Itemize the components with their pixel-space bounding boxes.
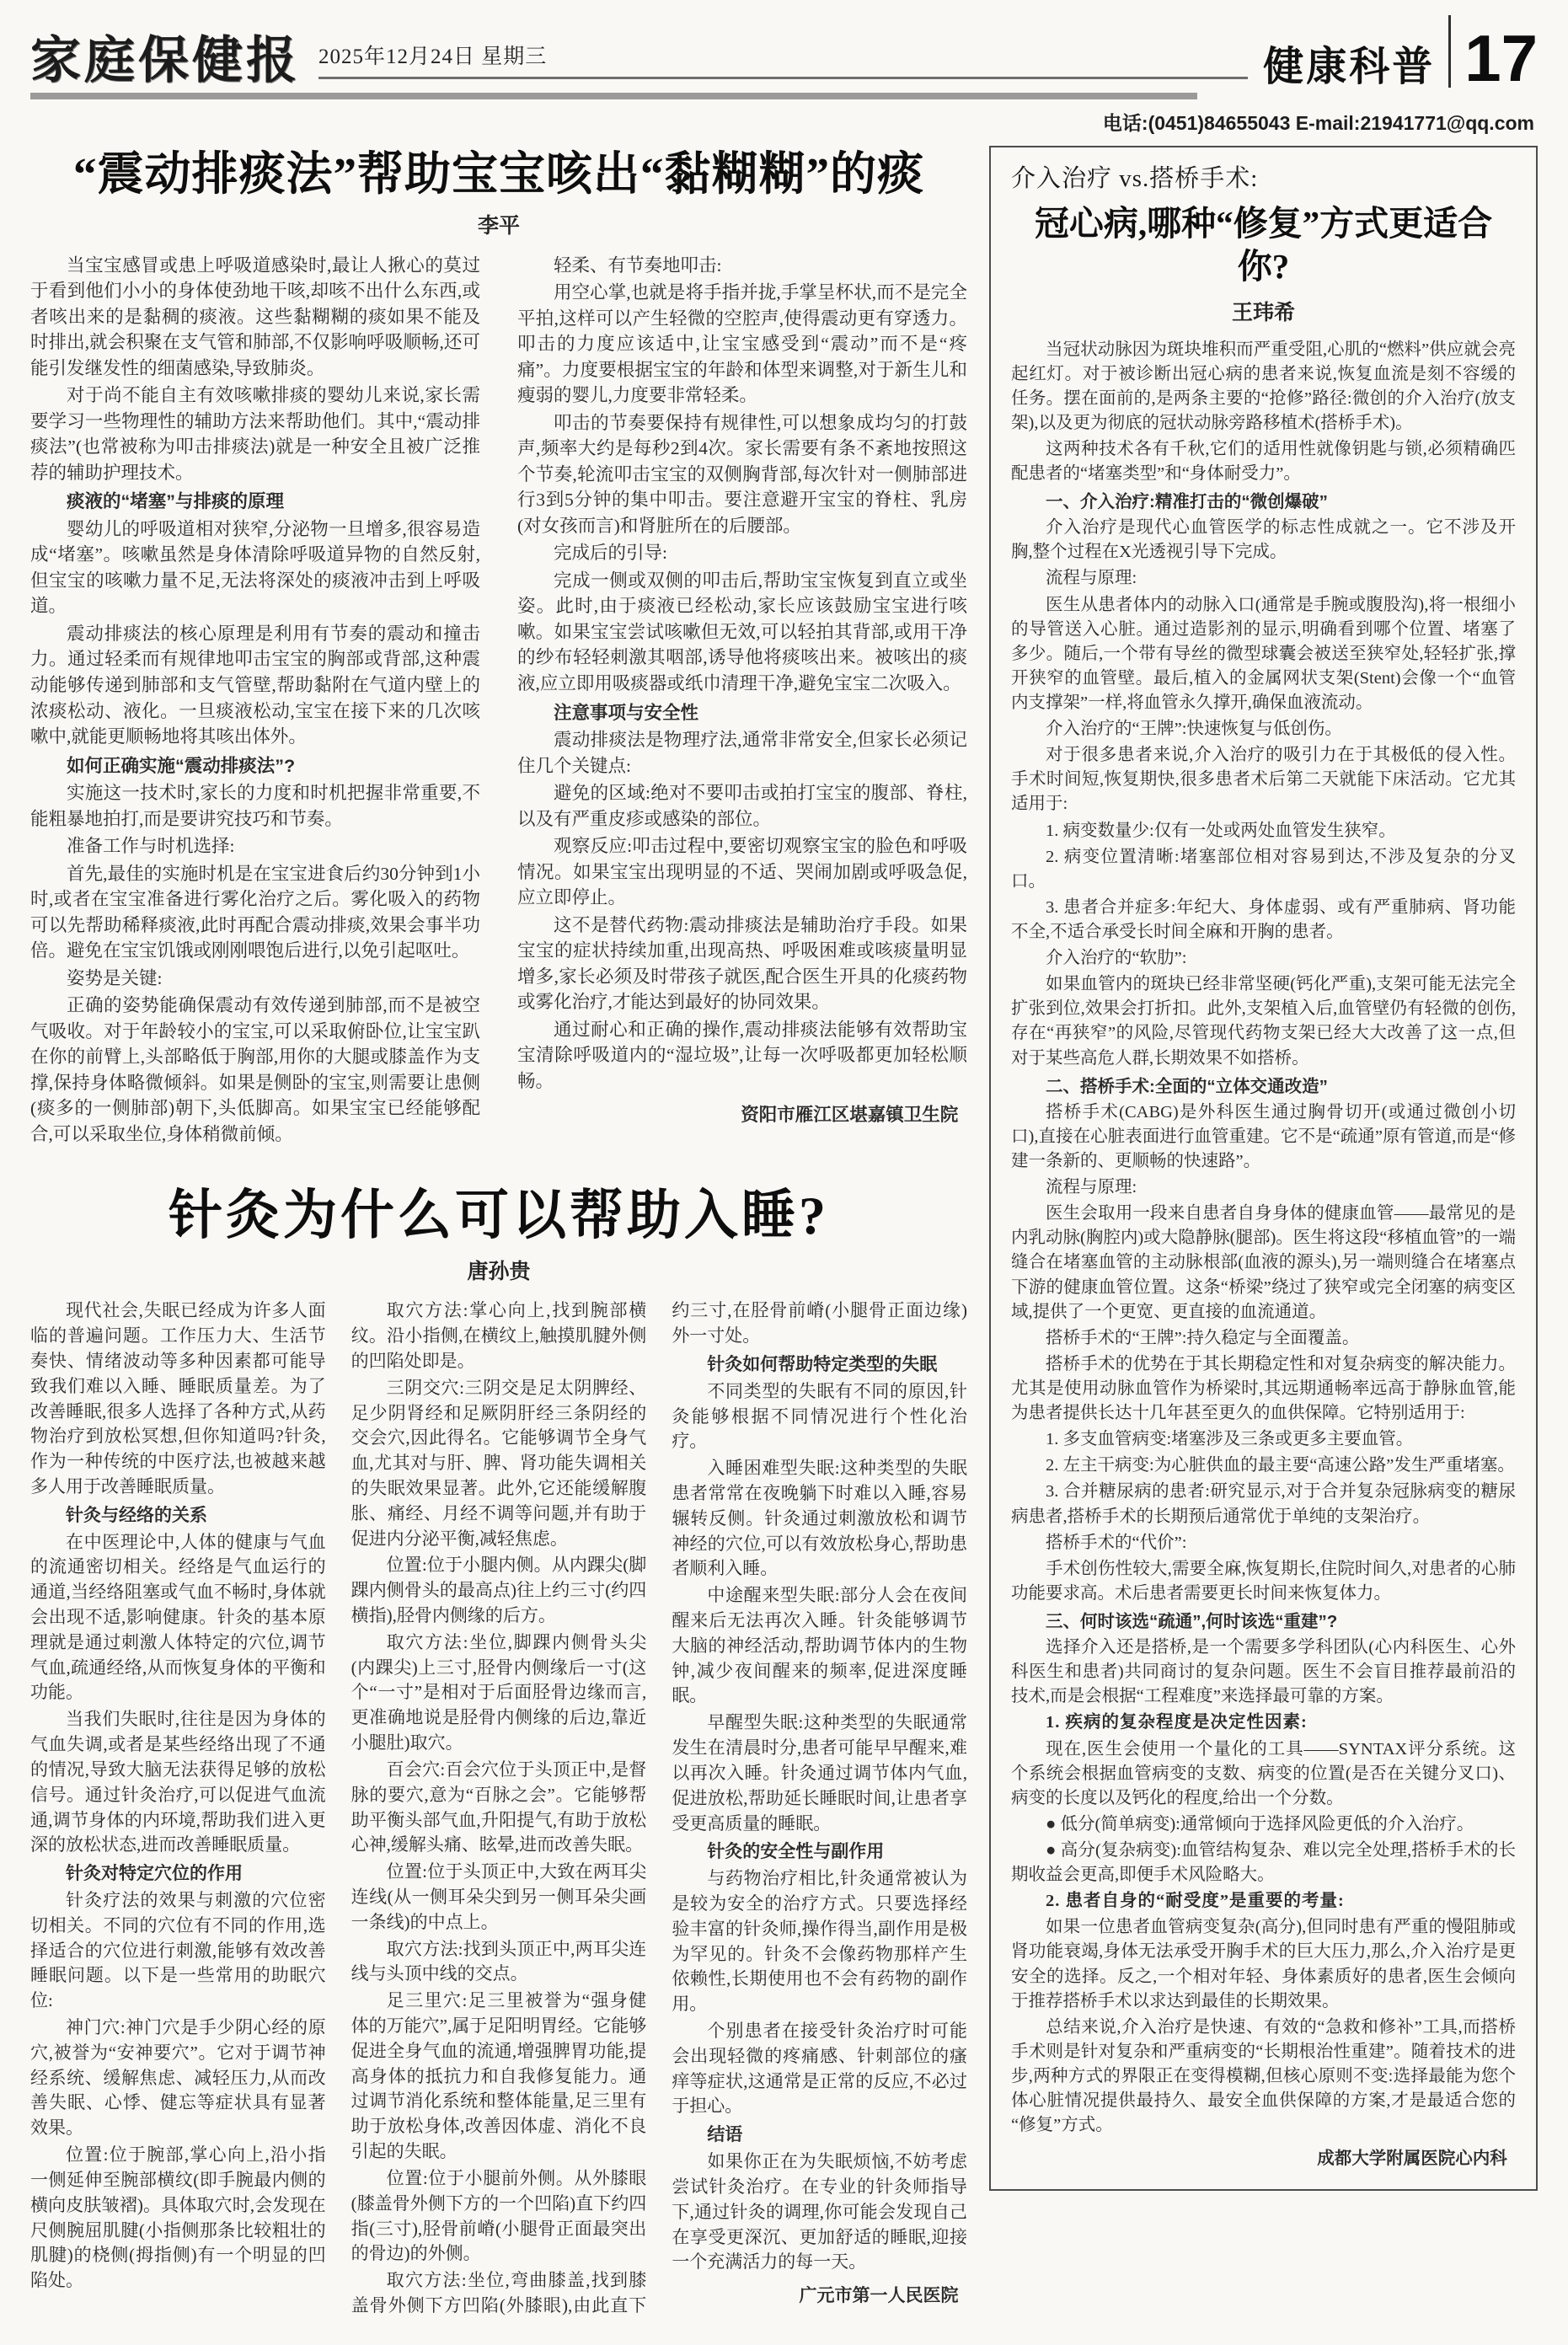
contact-line: 电话:(0451)84655043 E-mail:21941771@qq.com (1102, 112, 1534, 134)
cabg-vs-pci-paragraph: 介入治疗的“软肋”: (1046, 949, 1187, 968)
article-1-body (30, 253, 967, 1148)
acupuncture-sleep-signature: 广元市第一人民医院 (799, 2286, 959, 2306)
cabg-vs-pci-paragraph: 手术创伤性较大,需要全麻,恢复期长,住院时间久,对患者的心肺功能要求高。术后患者需要更长时间来恢复体力。 (1011, 1559, 1516, 1603)
header-divider (1448, 15, 1451, 88)
cabg-vs-pci-signature: 成都大学附属医院心内科 (1317, 2149, 1507, 2169)
vibration-expectoration-paragraph: 用空心掌,也就是将手指并拢,手掌呈杯状,而不是完全平拍,这样可以产生轻微的空腔声,使得震动更有穿透力。叩击的力度应该适中,让宝宝感受到“震动”而不是“疼痛”。力度要根据宝宝的年龄和体型来调整,对于新生儿和瘦弱的婴儿,力度要非常轻柔。 (517, 282, 967, 406)
cabg-vs-pci-paragraph: 3. 患者合并症多:年纪大、身体虚弱、或有严重肺病、肾功能不全,不适合承受长时间全麻和开胸的患者。 (1011, 897, 1516, 942)
cabg-vs-pci-paragraph: 如果血管内的斑块已经非常坚硬(钙化严重),支架可能无法完全扩张到位,效果会打折扣。此外,支架植入后,血管壁仍有轻微的创伤,存在“再狭窄”的风险,尽管现代药物支架已经大大改善了这一点,但对于某些高危人群,长期效果不如搭桥。 (1011, 975, 1516, 1068)
article-3-author: 王玮希 (1231, 301, 1295, 324)
issue-date: 2025年12月24日 星期三 (318, 46, 548, 68)
vibration-expectoration-section-heading: 痰液的“堵塞”与排痰的原理 (67, 491, 285, 512)
acupuncture-sleep-paragraph: 取穴方法:掌心向上,找到腕部横纹。沿小指侧,在横纹上,触摸肌腱外侧的凹陷处即是。 (351, 1300, 647, 1371)
cabg-vs-pci-sub-heading: 2. 患者自身的“耐受度”是重要的考量: (1046, 1892, 1345, 1911)
article-2-headline: 针灸为什么可以帮助入睡? (169, 1186, 829, 1246)
cabg-vs-pci-paragraph: 流程与原理: (1046, 1178, 1137, 1197)
cabg-vs-pci-paragraph: 对于很多患者来说,介入治疗的吸引力在于其极低的侵入性。手术时间短,恢复期快,很多患者术后第二天就能下床活动。它尤其适用于: (1011, 746, 1516, 814)
cabg-vs-pci-paragraph: 搭桥手术的优势在于其长期稳定性和对复杂病变的解决能力。尤其是使用动脉血管作为桥梁时,其远期通畅率远高于静脉血管,能为患者提供长达十几年甚至更久的血供保障。它特别适用于: (1011, 1354, 1516, 1423)
vibration-expectoration-paragraph: 婴幼儿的呼吸道相对狭窄,分泌物一旦增多,很容易造成“堵塞”。咳嗽虽然是身体清除呼吸道异物的自然反射,但宝宝的咳嗽力量不足,无法将深处的痰液冲击到上呼吸道。 (30, 518, 480, 617)
cabg-vs-pci-paragraph: ● 高分(复杂病变):血管结构复杂、难以完全处理,搭桥手术的长期收益会更高,即便手术风险略大。 (1011, 1840, 1516, 1885)
acupuncture-sleep-paragraph: 现代社会,失眠已经成为许多人面临的普遍问题。工作压力大、生活节奏快、情绪波动等多种因素都可能导致我们难以入睡、睡眠质量差。为了改善睡眠,很多人选择了各种方式,从药物治疗到放松冥想,但你知道吗?针灸,作为一种传统的中医疗法,也被越来越多人用于改善睡眠质量。 (30, 1300, 326, 1496)
vibration-expectoration-paragraph: 避免的区域:绝对不要叩击或拍打宝宝的腹部、脊柱,以及有严重皮疹或感染的部位。 (517, 783, 967, 829)
acupuncture-sleep-paragraph: 位置:位于小腿内侧。从内踝尖(脚踝内侧骨头的最高点)往上约三寸(约四横指),胫骨内侧缘的后方。 (351, 1555, 647, 1626)
vibration-expectoration-paragraph: 准备工作与时机选择: (67, 836, 235, 857)
cabg-vs-pci-section-heading: 二、搭桥手术:全面的“立体交通改造” (1046, 1076, 1328, 1096)
cabg-vs-pci-paragraph: 3. 合并糖尿病的患者:研究显示,对于合并复杂冠脉病变的糖尿病患者,搭桥手术的长期预后通常优于单纯的支架治疗。 (1011, 1482, 1516, 1526)
section-title: 健康科普 (1263, 45, 1436, 89)
masthead-row (30, 15, 1538, 95)
page-header (30, 15, 1538, 136)
vibration-expectoration-signature: 资阳市雁江区堪嘉镇卫生院 (741, 1105, 959, 1126)
cabg-vs-pci-paragraph: 1. 多支血管病变:堵塞涉及三条或更多主要血管。 (1046, 1430, 1414, 1449)
vibration-expectoration-paragraph: 这不是替代药物:震动排痰法是辅助治疗手段。如果宝宝的症状持续加重,出现高热、呼吸困难或咳痰量明显增多,家长必须及时带孩子就医,配合医生开具的化痰药物或雾化治疗,才能达到最好的协同效果。 (517, 914, 967, 1013)
article-3-body (1011, 338, 1516, 2171)
article-cabg-box (989, 146, 1538, 2191)
vibration-expectoration-paragraph: 轻柔、有节奏地叩击: (554, 254, 722, 276)
acupuncture-sleep-section-heading: 结语 (707, 2125, 743, 2145)
acupuncture-sleep-paragraph: 位置:位于头顶正中,大致在两耳尖连线(从一侧耳朵尖到另一侧耳朵尖画一条线)的中点上。 (351, 1861, 647, 1932)
vibration-expectoration-paragraph: 对于尚不能自主有效咳嗽排痰的婴幼儿来说,家长需要学习一些物理性的辅助方法来帮助他们。其中,“震动排痰法”(也常被称为叩击排痰法)就是一种安全且被广泛推荐的辅助护理技术。 (30, 385, 480, 483)
acupuncture-sleep-section-heading: 针灸如何帮助特定类型的失眠 (707, 1354, 938, 1374)
cabg-vs-pci-paragraph: 流程与原理: (1046, 569, 1137, 588)
cabg-vs-pci-paragraph: 2. 病变位置清晰:堵塞部位相对容易到达,不涉及复杂的分叉口。 (1011, 847, 1516, 891)
cabg-vs-pci-paragraph: 搭桥手术的“王牌”:持久稳定与全面覆盖。 (1046, 1328, 1360, 1347)
article-2-body (30, 1298, 967, 2319)
acupuncture-sleep-paragraph: 在中医理论中,人体的健康与气血的流通密切相关。经络是气血运行的通道,当经络阻塞或气血不畅时,身体就会出现不适,影响健康。针灸的基本原理就是通过刺激人体特定的穴位,调节气血,疏通经络,从而恢复身体的平衡和功能。 (30, 1531, 326, 1703)
article-3-headline: 冠心病,哪种“修复”方式更适合你? (1034, 204, 1493, 286)
acupuncture-sleep-paragraph: 位置:位于小腿前外侧。从外膝眼(膝盖骨外侧下方的一个凹陷)直下约四指(三寸),胫骨前嵴(小腿骨正面最突出的骨边)的外侧。 (351, 2167, 647, 2264)
date-block (318, 40, 1248, 79)
vibration-expectoration-paragraph: 震动排痰法是物理疗法,通常非常安全,但家长必须记住几个关键点: (517, 730, 967, 776)
acupuncture-sleep-paragraph: 与药物治疗相比,针灸通常被认为是较为安全的治疗方式。只要选择经验丰富的针灸师,操作得当,副作用是极为罕见的。针灸不会像药物那样产生依赖性,长期使用也不会有药物的副作用。 (672, 1868, 967, 2015)
vibration-expectoration-paragraph: 实施这一技术时,家长的力度和时机把握非常重要,不能粗暴地拍打,而是要讲究技巧和节奏。 (30, 783, 480, 829)
article-1-headline: “震动排痰法”帮助宝宝咳出“黏糊糊”的痰 (72, 148, 924, 200)
acupuncture-sleep-paragraph: 神门穴:神门穴是手少阴心经的原穴,被誉为“安神要穴”。它对于调节神经系统、缓解焦虑、减轻压力,从而改善失眠、心悸、健忘等症状具有显著效果。 (30, 2017, 326, 2139)
cabg-vs-pci-paragraph: 搭桥手术(CABG)是外科医生通过胸骨切开(或通过微创小切口),直接在心脏表面进行血管重建。它不是“疏通”原有管道,而是“修建一条新的、更顺畅的快速路”。 (1011, 1102, 1516, 1170)
article-cabg-vs-pci (1011, 159, 1516, 2171)
acupuncture-sleep-paragraph: 三阴交穴:三阴交是足太阴脾经、足少阴肾经和足厥阴肝经三条阴经的交会穴,因此得名。它能够调节全身气血,尤其对与肝、脾、肾功能失调相关的失眠效果显著。此外,它还能缓解腹胀、痛经、月经不调等问题,并有助于促进内分泌平衡,减轻焦虑。 (351, 1377, 647, 1549)
vibration-expectoration-paragraph: 完成一侧或双侧的叩击后,帮助宝宝恢复到直立或坐姿。此时,由于痰液已经松动,家长应该鼓励宝宝进行咳嗽。如果宝宝尝试咳嗽但无效,可以轻拍其背部,或用干净的纱布轻轻刺激其咽部,诱导他将痰咳出来。被咳出的痰液,应立即用吸痰器或纸巾清理干净,避免宝宝二次吸入。 (517, 570, 967, 693)
acupuncture-sleep-section-heading: 针灸对特定穴位的作用 (66, 1864, 243, 1884)
cabg-vs-pci-paragraph: 总结来说,介入治疗是快速、有效的“急救和修补”工具,而搭桥手术则是针对复杂和严重病变的“长期根治性重建”。随着技术的进步,两种方式的界限正在变得模糊,但核心原则不变:选择最能为您个体心脏情况提供最持久、最安全血供保障的方案,才是最适合您的“修复”方式。 (1011, 2017, 1516, 2135)
cabg-vs-pci-section-heading: 三、何时该选“疏通”,何时该选“重建”? (1046, 1611, 1338, 1631)
cabg-vs-pci-paragraph: 介入治疗的“王牌”:快速恢复与低创伤。 (1046, 720, 1342, 739)
vibration-expectoration-paragraph: 当宝宝感冒或患上呼吸道感染时,最让人揪心的莫过于看到他们小小的身体使劲地干咳,却咳不出什么东西,或者咳出来的是黏稠的痰液。这些黏糊糊的痰如果不能及时排出,就会积聚在支气管和肺部,不仅影响呼吸顺畅,还可能引发继发性的细菌感染,导致肺炎。 (30, 254, 480, 378)
left-column-region (30, 146, 967, 2319)
acupuncture-sleep-section-heading: 针灸与经络的关系 (66, 1505, 207, 1525)
vibration-expectoration-paragraph: 通过耐心和正确的操作,震动排痰法能够有效帮助宝宝清除呼吸道内的“湿垃圾”,让每一次呼吸都更加轻松顺畅。 (517, 1019, 967, 1091)
vibration-expectoration-paragraph: 观察反应:叩击过程中,要密切观察宝宝的脸色和呼吸情况。如果宝宝出现明显的不适、哭闹加剧或呼吸急促,应立即停止。 (517, 836, 967, 908)
acupuncture-sleep-paragraph: 位置:位于腕部,掌心向上,沿小指一侧延伸至腕部横纹(即手腕最内侧的横向皮肤皱褶)。具体取穴时,会发现在尺侧腕屈肌腱(小指侧那条比较粗壮的肌腱)的桡侧(拇指侧)有一个明显的凹陷处。 (30, 2144, 326, 2291)
article-2-author: 唐孙贵 (467, 1261, 531, 1284)
acupuncture-sleep-paragraph: 如果你正在为失眠烦恼,不妨考虑尝试针灸治疗。在专业的针灸师指导下,通过针灸的调理,你可能会发现自己在享受更深沉、更加舒适的睡眠,迎接一个充满活力的每一天。 (672, 2151, 967, 2273)
cabg-vs-pci-paragraph: 现在,医生会使用一个量化的工具——SYNTAX评分系统。这个系统会根据血管病变的支数、病变的位置(是否在关键分叉口)、病变的长度以及钙化的程度,给出一个分数。 (1011, 1739, 1516, 1807)
acupuncture-sleep-section-heading: 针灸的安全性与副作用 (707, 1842, 885, 1862)
acupuncture-sleep-paragraph: 中途醒来型失眠:部分人会在夜间醒来后无法再次入睡。针灸能够调节大脑的神经活动,帮助调节体内的生物钟,减少夜间醒来的频率,促进深度睡眠。 (672, 1585, 967, 1706)
cabg-vs-pci-paragraph: 这两种技术各有千秋,它们的适用性就像钥匙与锁,必须精确匹配患者的“堵塞类型”和“身体耐受力”。 (1011, 439, 1516, 484)
acupuncture-sleep-paragraph: 早醒型失眠:这种类型的失眠通常发生在清晨时分,患者可能早早醒来,难以再次入睡。针灸通过调节体内气血,促进放松,帮助延长睡眠时间,让患者享受更高质量的睡眠。 (672, 1712, 967, 1834)
vibration-expectoration-paragraph: 姿势是关键: (67, 967, 163, 988)
cabg-vs-pci-paragraph: 如果一位患者血管病变复杂(高分),但同时患有严重的慢阻肺或肾功能衰竭,身体无法承受开胸手术的巨大压力,那么,介入治疗是更安全的选择。反之,一个相对年轻、身体素质好的患者,医生会倾向于推荐搭桥手术以求达到最佳的长期效果。 (1011, 1918, 1516, 2010)
cabg-vs-pci-section-heading: 一、介入治疗:精准打击的“微创爆破” (1046, 492, 1328, 512)
vibration-expectoration-paragraph: 叩击的节奏要保持有规律性,可以想象成均匀的打鼓声,频率大约是每秒2到4次。家长需要有条不紊地按照这个节奏,轮流叩击宝宝的双侧胸背部,每次针对一侧肺部进行3到5分钟的集中叩击。要注意避开宝宝的脊柱、乳房(对女孩而言)和肾脏所在的后腰部。 (517, 412, 967, 536)
cabg-vs-pci-paragraph: 医生从患者体内的动脉入口(通常是手腕或腹股沟),将一根细小的导管送入心脏。通过造影剂的显示,明确看到哪个位置、堵塞了多少。随后,一个带有导丝的微型球囊会被送至狭窄处,轻轻扩张,撑开狭窄的血管壁。最后,植入的金属网状支架(Stent)会像一个“血管内支撑架”一样,将血管永久撑开,确保血液流动。 (1011, 595, 1516, 713)
cabg-vs-pci-paragraph: 介入治疗是现代心血管医学的标志性成就之一。它不涉及开胸,整个过程在X光透视引导下完成。 (1011, 518, 1516, 562)
acupuncture-sleep-paragraph: 当我们失眠时,往往是因为身体的气血失调,或者是某些经络出现了不通的情况,导致大脑无法获得足够的放松信号。通过针灸治疗,可以促进气血流通,调节身体的内环境,帮助我们进入更深的放松状态,进而改善睡眠质量。 (30, 1709, 326, 1855)
acupuncture-sleep-paragraph: 足三里穴:足三里被誉为“强身健体的万能穴”,属于足阳明胃经。它能够促进全身气血的流通,增强脾胃功能,提高身体的抵抗力和自我修复能力。通过调节消化系统和整体能量,足三里有助于放松身体,改善因体虚、消化不良引起的失眠。 (351, 1990, 647, 2162)
page-content (30, 146, 1538, 2319)
cabg-vs-pci-paragraph: 当冠状动脉因为斑块堆积而严重受阻,心肌的“燃料”供应就会亮起红灯。对于被诊断出冠心病的患者来说,恢复血流是刻不容缓的任务。摆在面前的,是两条主要的“抢修”路径:微创的介入治疗(放支架),以及更为彻底的冠状动脉旁路移植术(搭桥手术)。 (1011, 340, 1516, 432)
cabg-vs-pci-sub-heading: 1. 疾病的复杂程度是决定性因素: (1046, 1713, 1308, 1732)
acupuncture-sleep-paragraph: 不同类型的失眠有不同的原因,针灸能够根据不同情况进行个性化治疗。 (672, 1380, 967, 1452)
vibration-expectoration-paragraph: 首先,最佳的实施时机是在宝宝进食后约30分钟到1小时,或者在宝宝准备进行雾化治疗之后。雾化吸入的药物可以先帮助稀释痰液,此时再配合震动排痰,效果会事半功倍。避免在宝宝饥饿或刚刚喂饱后进行,以免引起呕吐。 (30, 863, 480, 961)
vibration-expectoration-paragraph: 完成后的引导: (554, 543, 667, 564)
acupuncture-sleep-paragraph: 入睡困难型失眠:这种类型的失眠患者常常在夜晚躺下时难以入睡,容易辗转反侧。针灸通过刺激放松和调节神经的穴位,可以有效放松身心,帮助患者顺利入睡。 (672, 1458, 967, 1579)
acupuncture-sleep-paragraph: 取穴方法:坐位,弯曲膝盖,找到膝盖骨外侧下方凹陷(外膝眼),由此直下约三寸,在胫骨前嵴(小腿骨正面边缘)外一寸处。 (351, 1300, 967, 2316)
acupuncture-sleep-paragraph: 百会穴:百会穴位于头顶正中,是督脉的要穴,意为“百脉之会”。它能够帮助平衡头部气血,升阳提气,有助于放松心神,缓解头痛、眩晕,进而改善失眠。 (351, 1759, 647, 1855)
newspaper-masthead: 家庭保健报 (30, 33, 300, 88)
cabg-vs-pci-paragraph: 选择介入还是搭桥,是一个需要多学科团队(心内科医生、心外科医生和患者)共同商讨的复杂问题。医生不会盲目推荐最前沿的技术,而是会根据“工程难度”来选择最可靠的方案。 (1011, 1638, 1516, 1706)
article-vibration-expectoration (30, 146, 967, 1147)
acupuncture-sleep-paragraph: 个别患者在接受针灸治疗时可能会出现轻微的疼痛感、针刺部位的瘙痒等症状,这通常是正常的反应,不必过于担心。 (672, 2021, 967, 2117)
cabg-vs-pci-paragraph: 搭桥手术的“代价”: (1046, 1533, 1187, 1552)
vibration-expectoration-section-heading: 注意事项与安全性 (554, 702, 699, 723)
article-3-kicker: 介入治疗 vs.搭桥手术: (1011, 165, 1259, 192)
page-number: 17 (1464, 20, 1538, 95)
vibration-expectoration-section-heading: 如何正确实施“震动排痰法”? (67, 755, 296, 776)
acupuncture-sleep-paragraph: 针灸疗法的效果与刺激的穴位密切相关。不同的穴位有不同的作用,选择适合的穴位进行刺激,能够有效改善睡眠问题。以下是一些常用的助眠穴位: (30, 1889, 326, 2011)
acupuncture-sleep-paragraph: 取穴方法:坐位,脚踝内侧骨头尖(内踝尖)上三寸,胫骨内侧缘后一寸(这个“一寸”是相对于后面胫骨边缘而言,更准确地说是胫骨内侧缘的后边,靠近小腿肚)取穴。 (351, 1631, 647, 1753)
article-1-author: 李平 (477, 214, 520, 238)
acupuncture-sleep-paragraph: 取穴方法:找到头顶正中,两耳尖连线与头顶中线的交点。 (351, 1938, 647, 1984)
cabg-vs-pci-paragraph: 医生会取用一段来自患者自身身体的健康血管——最常见的是内乳动脉(胸腔内)或大隐静脉(腿部)。医生将这段“移植血管”的一端缝合在堵塞血管的主动脉根部(血液的源头),另一端则缝合在堵塞点下游的健康血管位置。这条“桥梁”绕过了狭窄或完全闭塞的病变区域,提供了一个更宽、更直接的血流通道。 (1011, 1204, 1517, 1321)
cabg-vs-pci-paragraph: 2. 左主干病变:为心脏供血的最主要“高速公路”发生严重堵塞。 (1046, 1456, 1515, 1475)
article-acupuncture-sleep (30, 1182, 967, 2319)
cabg-vs-pci-paragraph: ● 低分(简单病变):通常倾向于选择风险更低的介入治疗。 (1046, 1814, 1474, 1834)
header-rule (30, 93, 1197, 99)
vibration-expectoration-paragraph: 正确的姿势能确保震动有效传递到肺部,而不是被空气吸收。对于年龄较小的宝宝,可以采取俯卧位,让宝宝趴在你的前臂上,头部略低于胸部,用你的大腿或膝盖作为支撑,保持身体略微倾斜。如果是侧卧的宝宝,则需要让患侧(痰多的一侧肺部)朝下,头低脚高。如果宝宝已经能够配合,可以采取坐位,身体稍微前倾。 (30, 995, 480, 1144)
vibration-expectoration-paragraph: 震动排痰法的核心原理是利用有节奏的震动和撞击力。通过轻柔而有规律地叩击宝宝的胸部或背部,这种震动能够传递到肺部和支气管壁,帮助黏附在气道内壁上的浓痰松动、液化。一旦痰液松动,宝宝在接下来的几次咳嗽中,就能更顺畅地将其咳出体外。 (30, 623, 480, 747)
cabg-vs-pci-paragraph: 1. 病变数量少:仅有一处或两处血管发生狭窄。 (1046, 821, 1396, 840)
